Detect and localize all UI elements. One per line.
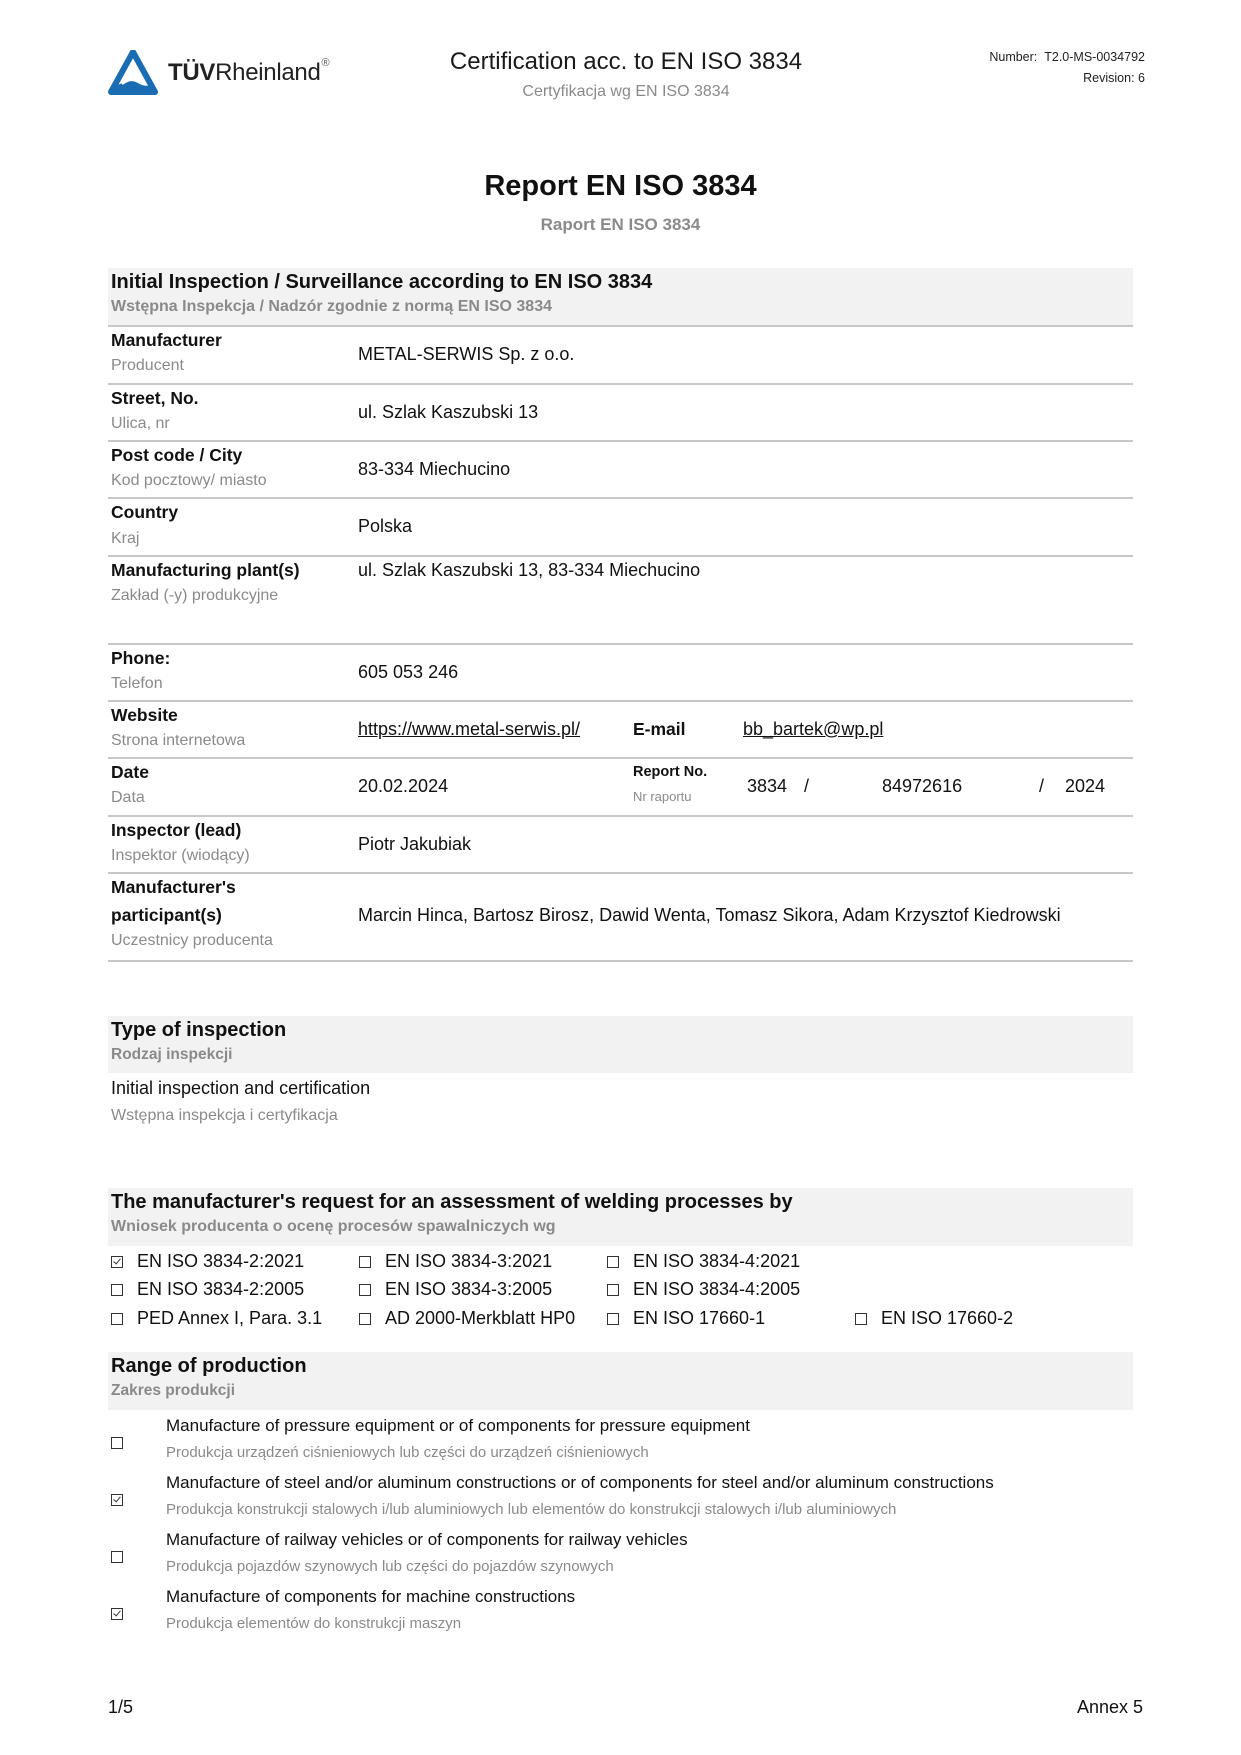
section-title: Range of production: [111, 1355, 307, 1377]
standard-option[interactable]: [111, 1308, 322, 1329]
standard-label: EN ISO 3834-3:2021: [385, 1251, 553, 1271]
row-label-pl: Producent: [111, 357, 184, 374]
email-label: E-mail: [633, 719, 686, 739]
standard-label: PED Annex I, Para. 3.1: [137, 1308, 323, 1328]
inspection-type-value-pl: Wstępna inspekcja i certyfikacja: [111, 1107, 338, 1124]
checkbox-checked-icon[interactable]: [111, 1256, 123, 1268]
checkbox-unchecked-icon[interactable]: [359, 1256, 371, 1268]
standard-label: AD 2000-Merkblatt HP0: [385, 1308, 576, 1328]
row-label: Manufacturer: [111, 330, 222, 350]
row-country: [108, 499, 1133, 555]
annex-label: Annex 5: [1076, 1697, 1143, 1717]
postcode-value: 83-334 Miechucino: [358, 459, 511, 479]
row-label-pl: Zakład (-y) produkcyjne: [111, 587, 279, 604]
range-item-label: Manufacture of steel and/or aluminum constructions or of components for steel and/or aluminum constructions: [166, 1473, 994, 1492]
standard-label: EN ISO 3834-2:2005: [137, 1279, 305, 1299]
standard-label: EN ISO 17660-1: [633, 1308, 766, 1328]
document-revision: Revision: 6: [1083, 71, 1145, 85]
row-phone: [108, 645, 1133, 700]
standard-label: EN ISO 3834-4:2021: [633, 1251, 801, 1271]
range-item-label: Manufacture of railway vehicles or of components for railway vehicles: [166, 1530, 688, 1549]
manufacturer-value: METAL-SERWIS Sp. z o.o.: [358, 344, 575, 364]
standard-option[interactable]: [607, 1308, 765, 1329]
standard-label: EN ISO 3834-2:2021: [137, 1251, 305, 1271]
plant-value: ul. Szlak Kaszubski 13, 83-334 Miechucino: [358, 560, 701, 580]
row-label: Website: [111, 705, 178, 725]
section-subtitle: Wstępna Inspekcja / Nadzór zgodnie z normą EN ISO 3834: [111, 298, 552, 315]
standard-option[interactable]: [607, 1251, 800, 1272]
report-no-separator: /: [804, 776, 810, 796]
checkbox-unchecked-icon[interactable]: [111, 1437, 123, 1449]
website-link[interactable]: https://www.metal-serwis.pl/: [358, 719, 581, 739]
row-label: Date: [111, 762, 149, 782]
range-item-label: Manufacture of components for machine constructions: [166, 1587, 576, 1606]
standard-option[interactable]: [111, 1251, 304, 1272]
section-title: Type of inspection: [111, 1019, 287, 1041]
row-label: Inspector (lead): [111, 820, 242, 840]
section-subtitle: Wniosek producenta o ocenę procesów spawalniczych wg: [111, 1218, 556, 1235]
participants-value: Marcin Hinca, Bartosz Birosz, Dawid Wenta, Tomasz Sikora, Adam Krzysztof Kiedrowski: [358, 905, 1061, 925]
report-no-separator: /: [1039, 776, 1045, 796]
checkbox-unchecked-icon[interactable]: [359, 1284, 371, 1296]
report-no-part1: 3834: [747, 776, 788, 796]
standard-option[interactable]: [607, 1279, 800, 1300]
row-postcode: [108, 442, 1133, 497]
range-item-label: Manufacture of pressure equipment or of components for pressure equipment: [166, 1416, 750, 1435]
range-item-label-pl: Produkcja elementów do konstrukcji maszyn: [166, 1615, 462, 1632]
phone-value: 605 053 246: [358, 662, 459, 682]
checkbox-unchecked-icon[interactable]: [111, 1284, 123, 1296]
row-manufacturing-plant: [108, 557, 1133, 643]
tuv-rheinland-logo: [108, 48, 368, 98]
report-no-part3: 2024: [1065, 776, 1106, 796]
row-label-pl: Inspektor (wiodący): [111, 847, 250, 864]
section-header-range: [108, 1352, 1133, 1410]
row-label-pl: Kraj: [111, 530, 140, 547]
report-title: Report EN ISO 3834: [484, 170, 757, 202]
row-label: Post code / City: [111, 445, 243, 465]
checkbox-checked-icon[interactable]: [111, 1608, 123, 1620]
standard-label: EN ISO 17660-2: [881, 1308, 1014, 1328]
inspector-value: Piotr Jakubiak: [358, 834, 472, 854]
document-title: Certification acc. to EN ISO 3834: [449, 48, 803, 75]
divider: [108, 960, 1133, 962]
inspection-type-value: Initial inspection and certification: [111, 1078, 371, 1098]
row-label-pl: Ulica, nr: [111, 415, 170, 432]
row-street: [108, 385, 1133, 440]
country-value: Polska: [358, 516, 413, 536]
checkbox-unchecked-icon[interactable]: [359, 1313, 371, 1325]
row-label: Manufacturing plant(s): [111, 560, 300, 580]
row-label-pl: Strona internetowa: [111, 732, 246, 749]
standard-option[interactable]: [111, 1279, 304, 1300]
checkbox-unchecked-icon[interactable]: [855, 1313, 867, 1325]
range-item-label-pl: Produkcja pojazdów szynowych lub części do pojazdów szynowych: [166, 1558, 614, 1575]
range-item-label-pl: Produkcja urządzeń ciśnieniowych lub części do urządzeń ciśnieniowych: [166, 1444, 649, 1461]
section-title: Initial Inspection / Surveillance according to EN ISO 3834: [111, 271, 653, 293]
document-number: Number: T2.0-MS-0034792: [989, 50, 1145, 64]
row-date: [108, 759, 1133, 815]
row-label: participant(s): [111, 905, 222, 925]
report-subtitle: Raport EN ISO 3834: [540, 215, 701, 234]
document-subtitle: Certyfikacja wg EN ISO 3834: [522, 83, 730, 100]
logo-wordmark: TÜVRheinland®: [168, 57, 330, 86]
row-inspector: [108, 817, 1133, 872]
section-title: The manufacturer's request for an assessment of welding processes by: [111, 1191, 793, 1213]
document-meta: [989, 47, 1145, 89]
date-value: 20.02.2024: [358, 776, 449, 796]
report-no-label-pl: Nr raportu: [633, 789, 692, 804]
row-website: [108, 702, 1133, 757]
street-value: ul. Szlak Kaszubski 13: [358, 402, 539, 422]
section-subtitle: Zakres produkcji: [111, 1382, 236, 1399]
standard-option[interactable]: [855, 1308, 1013, 1329]
checkbox-unchecked-icon[interactable]: [607, 1313, 619, 1325]
row-label-pl: Telefon: [111, 675, 163, 692]
report-no-part2: 84972616: [882, 776, 963, 796]
checkbox-unchecked-icon[interactable]: [607, 1284, 619, 1296]
checkbox-unchecked-icon[interactable]: [111, 1551, 123, 1563]
row-participants: [108, 874, 1133, 960]
section-subtitle: Rodzaj inspekcji: [111, 1046, 233, 1063]
row-manufacturer: [108, 327, 1133, 383]
row-label-pl: Data: [111, 789, 145, 806]
page-number: 1/5: [108, 1697, 134, 1717]
row-label: Phone:: [111, 648, 171, 668]
standard-label: EN ISO 3834-4:2005: [633, 1279, 801, 1299]
standard-option[interactable]: [359, 1308, 575, 1329]
tuv-triangle-logo-icon: [108, 50, 158, 96]
row-label-pl: Uczestnicy producenta: [111, 932, 273, 949]
section-header-type: [108, 1016, 1133, 1073]
checkbox-unchecked-icon[interactable]: [111, 1313, 123, 1325]
checkbox-checked-icon[interactable]: [111, 1494, 123, 1506]
standard-option[interactable]: [359, 1279, 552, 1300]
row-label: Country: [111, 502, 179, 522]
email-link[interactable]: bb_bartek@wp.pl: [743, 719, 884, 739]
row-label: Street, No.: [111, 388, 199, 408]
row-label: Manufacturer's: [111, 877, 236, 897]
section-header-request: [108, 1188, 1133, 1246]
standard-label: EN ISO 3834-3:2005: [385, 1279, 553, 1299]
section-header-inspection: [108, 268, 1133, 325]
standard-option[interactable]: [359, 1251, 552, 1272]
range-item-label-pl: Produkcja konstrukcji stalowych i/lub aluminiowych lub elementów do konstrukcji stalowych i/lub aluminiowych: [166, 1501, 897, 1518]
row-label-pl: Kod pocztowy/ miasto: [111, 472, 267, 489]
report-no-label: Report No.: [633, 764, 708, 780]
checkbox-unchecked-icon[interactable]: [607, 1256, 619, 1268]
